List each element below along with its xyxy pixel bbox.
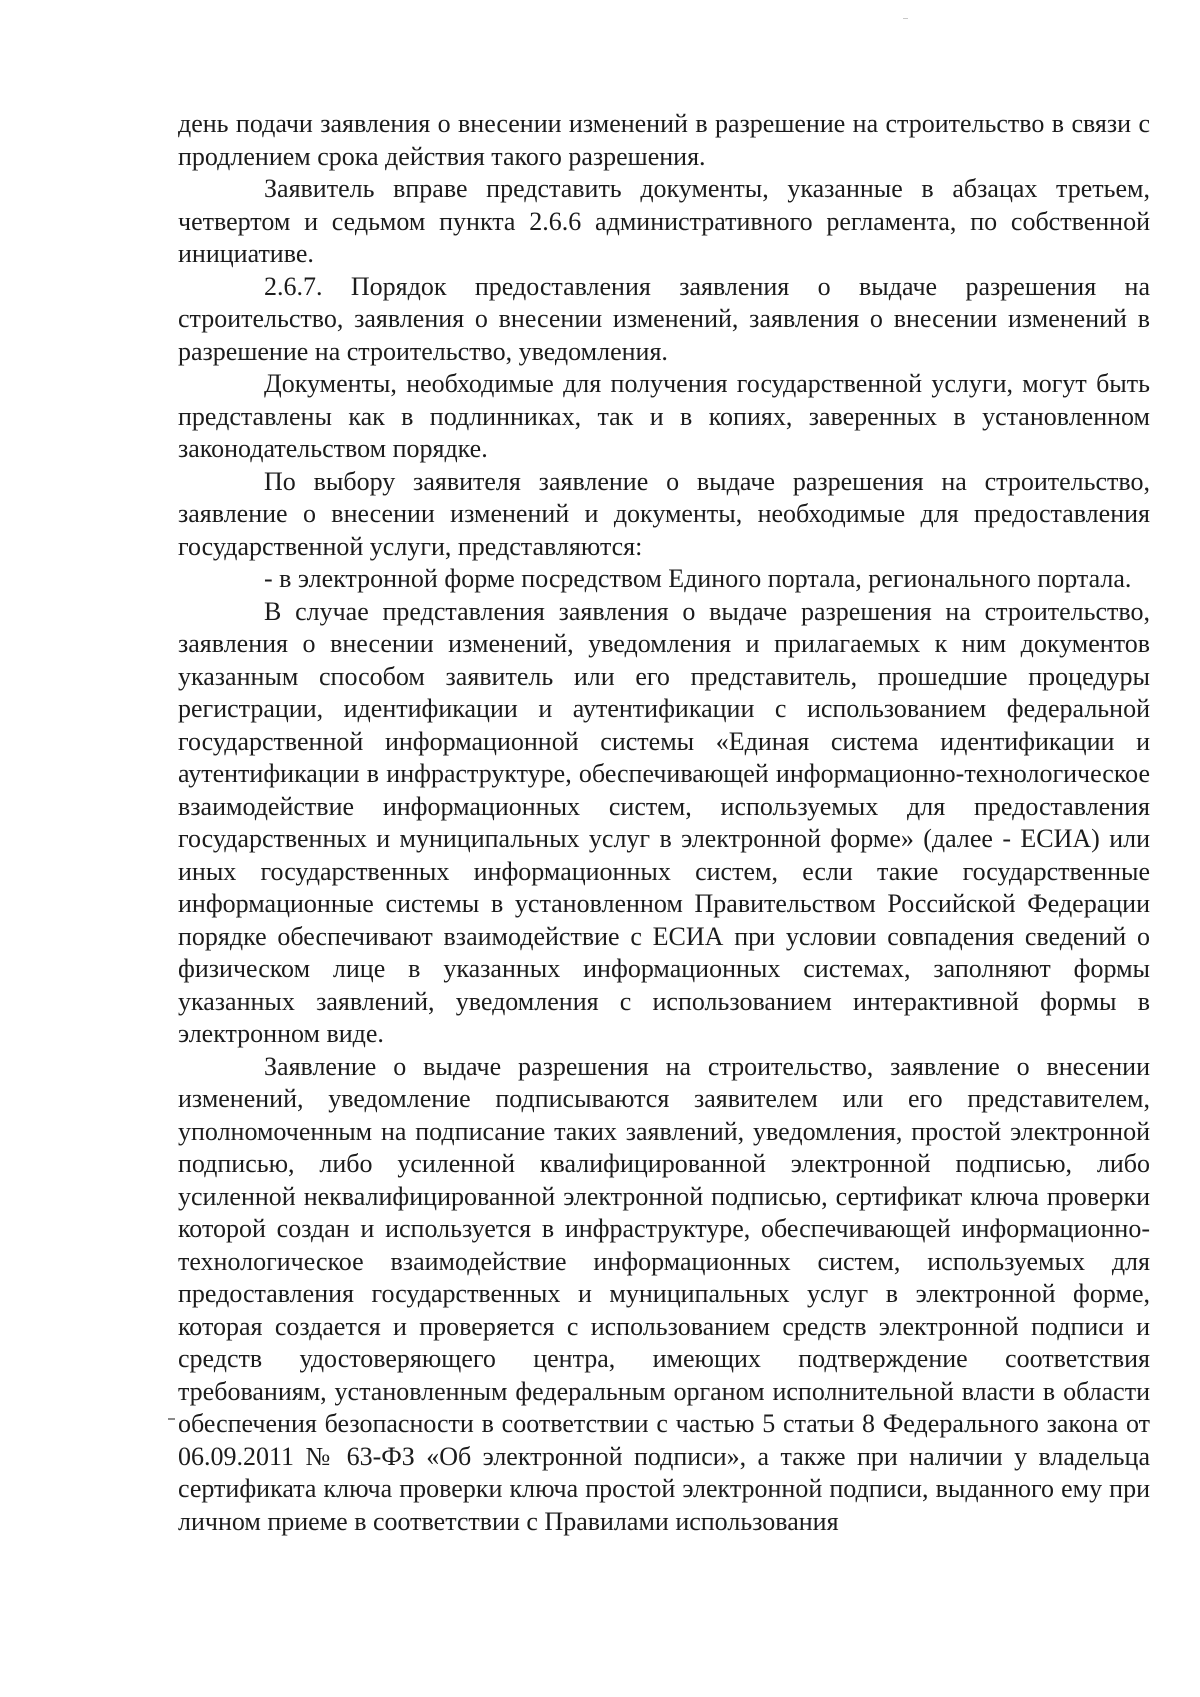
scan-artifact bbox=[168, 1418, 175, 1420]
document-body bbox=[178, 108, 1150, 1538]
paragraph-section-2-6-7: 2.6.7. Порядок предоставления заявления о выдаче разрешения на строительство, заявления о внесении изменений, заявления о внесении изменений в разрешение на строительство, уведомления. bbox=[178, 271, 1150, 366]
paragraph-electronic-signature: Заявление о выдаче разрешения на строительство, заявление о внесении изменений, уведомление подписываются заявителем или его представителем, уполномоченным на подписание таких заявлений, уведомления, простой электронной подписью, либо усиленной квалифицированной электронной подписью, либо усиленной неквалифицированной электронной подписью, сертификат ключа проверки которой создан и используется в инфраструктуре, обеспечивающей информационно-технологическое взаимодействие информационных систем, используемых для предоставления государственных и муниципальных услуг в электронной форме, которая создается и проверяется с использованием средств электронной подписи и средств удостоверяющего центра, имеющих подтверждение соответствия требованиям, установленным федеральным органом исполнительной власти в области обеспечения безопасности в соответствии с частью 5 статьи 8 Федерального закона от 06.09.2011 № 63-ФЗ «Об электронной подписи», а также при наличии у владельца сертификата ключа проверки ключа простой электронной подписи, выданного ему при личном приеме в соответствии с Правилами использования bbox=[178, 1051, 1150, 1536]
paragraph-electronic-form: - в электронной форме посредством Единого портала, регионального портала. bbox=[264, 564, 1132, 593]
paragraph-deadline-extension: день подачи заявления о внесении изменений в разрешение на строительство в связи с продлением срока действия такого разрешения. bbox=[178, 109, 1150, 171]
scan-artifact bbox=[903, 18, 908, 19]
paragraph-applicant-choice: По выбору заявителя заявление о выдаче разрешения на строительство, заявление о внесении изменений и документы, необходимые для предоставления государственной услуги, представляются: bbox=[178, 466, 1150, 561]
paragraph-own-initiative: Заявитель вправе представить документы, указанные в абзацах третьем, четвертом и седьмом пункта 2.6.6 административного регламента, по собственной инициативе. bbox=[178, 174, 1150, 268]
paragraph-esia: В случае представления заявления о выдаче разрешения на строительство, заявления о внесении изменений, уведомления и прилагаемых к ним документов указанным способом заявитель или его представитель, прошедшие процедуры регистрации, идентификации и аутентификации с использованием федеральной государственной информационной системы «Единая система идентификации и аутентификации в инфраструктуре, обеспечивающей информационно-технологическое взаимодействие информационных систем, используемых для предоставления государственных и муниципальных услуг в электронной форме» (далее - ЕСИА) или иных государственных информационных систем, если такие государственные информационные системы в установленном Правительством Российской Федерации порядке обеспечивают взаимодействие с ЕСИА при условии совпадения сведений о физическом лице в указанных информационных системах, заполняют формы указанных заявлений, уведомления с использованием интерактивной формы в электронном виде. bbox=[178, 596, 1150, 1048]
paragraph-documents-originals: Документы, необходимые для получения государственной услуги, могут быть представлены как в подлинниках, так и в копиях, заверенных в установленном законодательством порядке. bbox=[178, 369, 1150, 463]
